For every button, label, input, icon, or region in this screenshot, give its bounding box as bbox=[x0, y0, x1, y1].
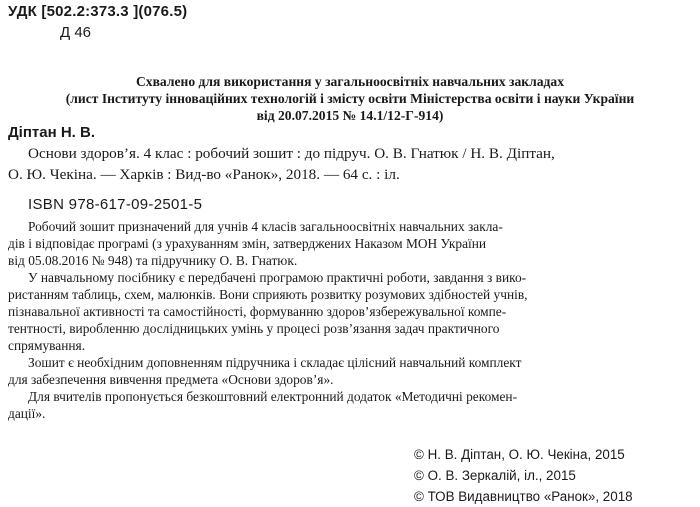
bibliographic-line: О. Ю. Чекіна. — Харків : Вид-во «Ранок», 2018. — 64 с. : іл. bbox=[8, 166, 400, 183]
approval-line: (лист Інституту інноваційних технологій і змісту освіти Міністерства освіти і науки України bbox=[65, 91, 635, 106]
annotation-paragraph bbox=[8, 218, 692, 269]
annotation-paragraph bbox=[8, 388, 692, 422]
paragraph-line: від 05.08.2016 № 948) та підручнику О. В. Гнатюк. bbox=[8, 253, 298, 268]
paragraph-line: Для вчителів пропонується безкоштовний електронний додаток «Методичні рекомен- bbox=[28, 389, 518, 404]
annotation-paragraph bbox=[8, 269, 692, 354]
udk-classification: УДК [502.2:373.3 ](076.5) bbox=[8, 3, 188, 20]
approval-line: Схвалено для використання у загальноосвітніх навчальних закладах bbox=[135, 74, 565, 89]
paragraph-line: дації». bbox=[8, 406, 46, 421]
copyright-line: © ТОВ Видавництво «Ранок», 2018 bbox=[414, 489, 633, 504]
bibliographic-line: Основи здоров’я. 4 клас : робочий зошит : до підруч. О. В. Гнатюк / Н. В. Діптан, bbox=[28, 145, 555, 162]
paragraph-line: спрямування. bbox=[8, 338, 86, 353]
approval-notice bbox=[0, 73, 700, 124]
paragraph-line: Робочий зошит призначений для учнів 4 класів загальноосвітніх навчальних закла- bbox=[28, 219, 503, 234]
bibliographic-description bbox=[8, 143, 692, 185]
paragraph-line: тентності, виробленню дослідницьких умінь у процесі розв’язання задач практичного bbox=[8, 321, 500, 336]
paragraph-line: для забезпечення вивчення предмета «Основи здоров’я». bbox=[8, 372, 334, 387]
author-heading: Діптан Н. В. bbox=[8, 124, 95, 141]
copyright-line: © Н. В. Діптан, О. Ю. Чекіна, 2015 bbox=[414, 447, 625, 462]
paragraph-line: пізнавальної активності та самостійності, формуванню здоров’язбережувальної компе- bbox=[8, 304, 507, 319]
copyright-line: © О. В. Зеркалій, іл., 2015 bbox=[414, 468, 576, 483]
paragraph-line: ристанням таблиць, схем, малюнків. Вони сприяють розвитку розумових здібностей учнів, bbox=[8, 287, 528, 302]
isbn: ISBN 978-617-09-2501-5 bbox=[28, 196, 203, 213]
annotation-paragraph bbox=[8, 354, 692, 388]
copyright-block bbox=[414, 444, 694, 507]
author-sign-code: Д 46 bbox=[60, 24, 92, 41]
paragraph-line: У навчальному посібнику є передбачені програмою практичні роботи, завдання з вико- bbox=[28, 270, 527, 285]
approval-line: від 20.07.2015 № 14.1/12-Г-914) bbox=[256, 108, 444, 123]
annotation-text bbox=[8, 218, 692, 422]
paragraph-line: Зошит є необхідним доповненням підручника і складає цілісний навчальний комплект bbox=[28, 355, 522, 370]
paragraph-line: дів і відповідає програмі (з урахуванням змін, затверджених Наказом МОН України bbox=[8, 236, 487, 251]
